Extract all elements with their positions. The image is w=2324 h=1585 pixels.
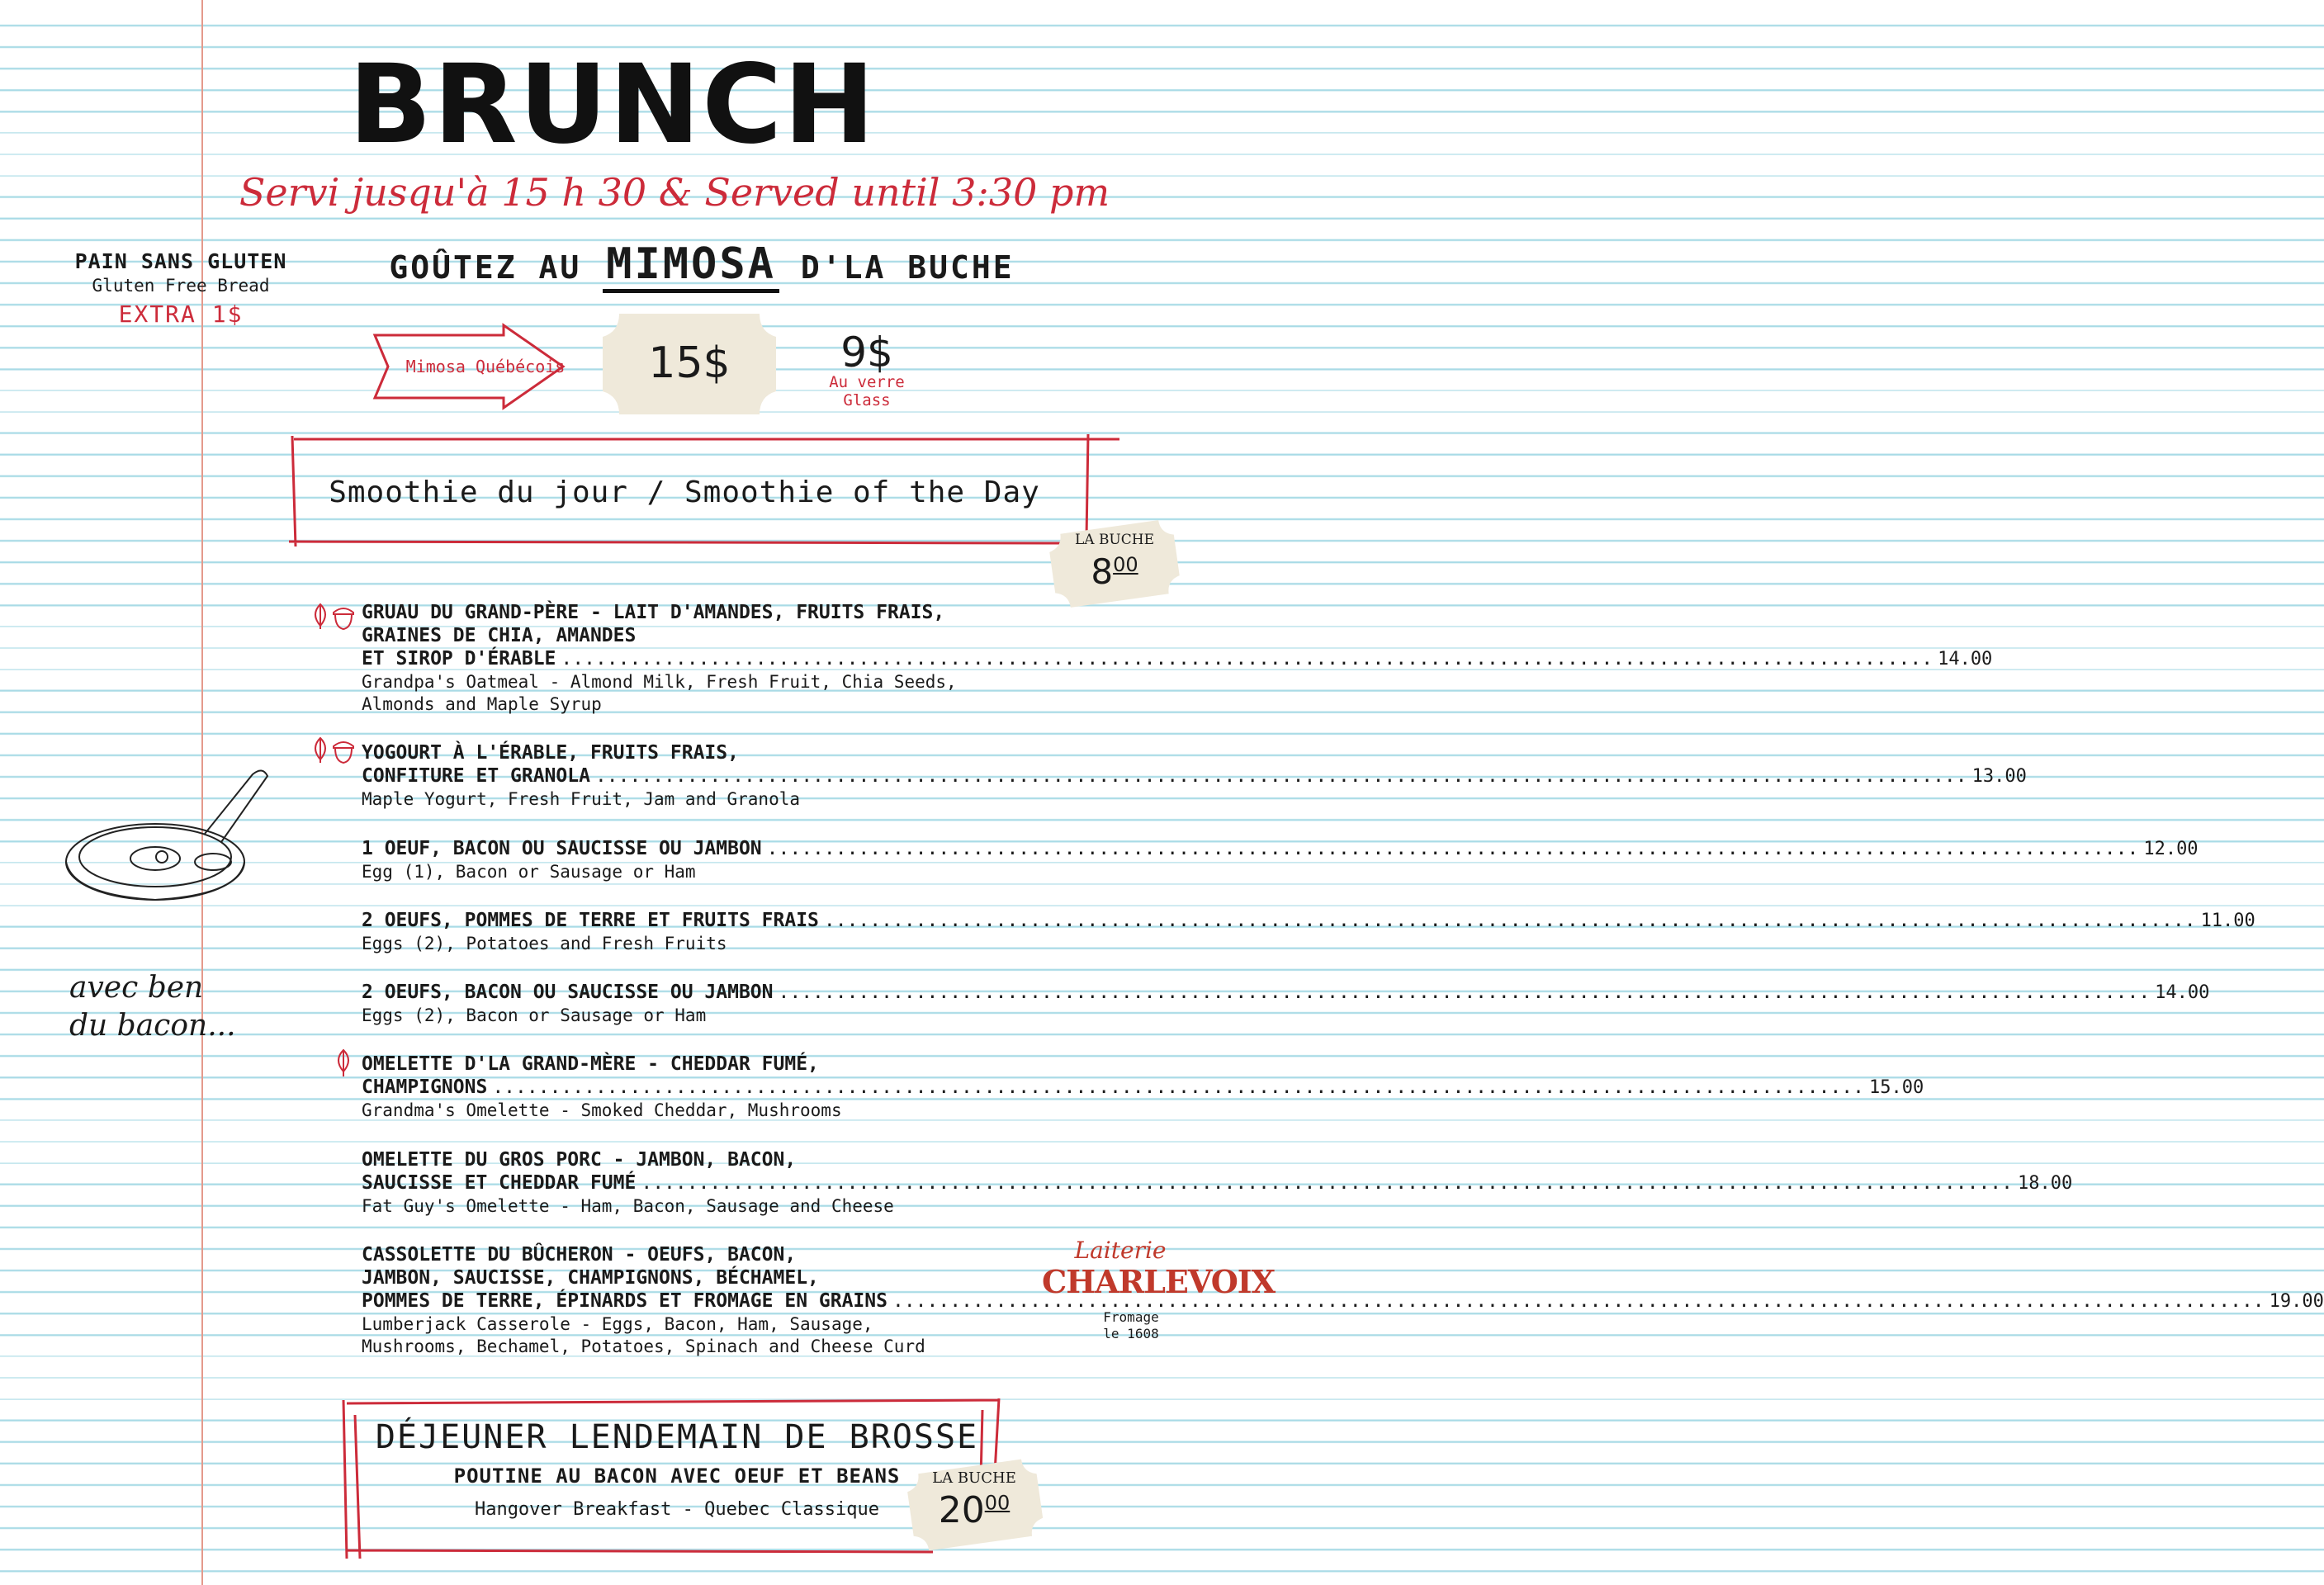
item-name-last-line <box>362 764 2027 788</box>
frying-pan-sketch <box>56 763 271 903</box>
item-name-last-line <box>362 981 2210 1005</box>
mimosa-suffix: D'LA BUCHE <box>800 249 1015 286</box>
hangover-subtitle: POUTINE AU BACON AVEC OEUF ET BEANS <box>453 1464 901 1488</box>
item-price: 14.00 <box>1938 649 1993 669</box>
item-name-last-line <box>362 909 2255 933</box>
dot-leader <box>641 1171 2013 1195</box>
glass-label-fr: Au verre <box>829 373 905 391</box>
item-name: 2 OEUFS, BACON OU SAUCISSE OU JAMBON <box>362 982 774 1003</box>
logo-caption-line: le 1608 <box>1103 1326 1159 1341</box>
menu-item <box>362 1053 1924 1122</box>
dot-leader <box>492 1076 1864 1099</box>
leaf-acorn-icons <box>309 735 362 764</box>
smoothie-tag-label: LA BUCHE <box>1074 532 1155 548</box>
item-name: CHAMPIGNONS <box>362 1076 488 1098</box>
item-price: 14.00 <box>2155 982 2210 1003</box>
item-price: 18.00 <box>2018 1173 2073 1194</box>
leaf-icon <box>332 1047 357 1080</box>
mimosa-bottle-price: 15$ <box>648 338 731 388</box>
item-name: 2 OEUFS, POMMES DE TERRE ET FRUITS FRAIS <box>362 910 819 931</box>
item-name: CONFITURE ET GRANOLA <box>362 765 590 787</box>
logo-caption <box>1073 1309 1189 1342</box>
smoothie-label: Smoothie du jour / Smoothie of the Day <box>329 476 1040 509</box>
item-price: 12.00 <box>2143 839 2199 859</box>
sidenote-line: avec ben <box>69 971 204 1005</box>
leaf-icon <box>315 738 325 763</box>
dot-leader <box>561 647 1933 670</box>
item-name: SAUCISSE ET CHEDDAR FUMÉ <box>362 1172 637 1194</box>
sidenote-text <box>69 969 236 1045</box>
item-price: 15.00 <box>1869 1077 1924 1098</box>
hangover-price-cents: 00 <box>984 1491 1011 1515</box>
item-name: 1 OEUF, BACON OU SAUCISSE OU JAMBON <box>362 838 762 859</box>
item-name-line: GRUAU DU GRAND-PÈRE - LAIT D'AMANDES, FRUITS FRAIS, <box>362 602 945 623</box>
item-description: Lumberjack Casserole - Eggs, Bacon, Ham, Sausage, <box>362 1314 873 1334</box>
item-description: Eggs (2), Potatoes and Fresh Fruits <box>362 934 727 953</box>
item-description: Almonds and Maple Syrup <box>362 694 602 714</box>
item-name: POMMES DE TERRE, ÉPINARDS ET FROMAGE EN GRAINS <box>362 1290 887 1312</box>
item-description: Maple Yogurt, Fresh Fruit, Jam and Granola <box>362 789 801 809</box>
item-description: Egg (1), Bacon or Sausage or Ham <box>362 862 696 882</box>
dot-leader <box>767 837 2139 860</box>
item-price: 11.00 <box>2200 911 2255 931</box>
hangover-tag-label: LA BUCHE <box>932 1469 1016 1487</box>
dot-leader <box>824 909 2196 932</box>
leaf-acorn-icons <box>309 601 362 631</box>
logo-script: Laiterie <box>1074 1237 1167 1264</box>
menu-item <box>362 909 2255 955</box>
glass-label-en: Glass <box>843 391 891 409</box>
smoothie-price-cents: 00 <box>1113 553 1138 576</box>
mimosa-glass-price: 9$ <box>840 329 893 376</box>
item-description: Grandma's Omelette - Smoked Cheddar, Mushrooms <box>362 1100 842 1120</box>
item-name-line: GRAINES DE CHIA, AMANDES <box>362 625 637 646</box>
sidenote-line: du bacon... <box>69 1009 236 1043</box>
item-price: 19.00 <box>2269 1291 2324 1312</box>
mimosa-prefix: GOÛTEZ AU <box>389 249 582 286</box>
menu-item <box>362 837 2199 883</box>
logo-caption-line: Fromage <box>1103 1309 1159 1325</box>
dot-leader <box>779 981 2151 1004</box>
item-name-last-line <box>362 837 2199 861</box>
item-description: Mushrooms, Bechamel, Potatoes, Spinach and Cheese Curd <box>362 1337 925 1356</box>
mimosa-word: MIMOSA <box>603 239 779 293</box>
menu-item <box>362 981 2210 1027</box>
acorn-icon <box>334 742 353 763</box>
acorn-icon <box>334 608 353 629</box>
item-description: Grandpa's Oatmeal - Almond Milk, Fresh Fruit, Chia Seeds, <box>362 672 957 692</box>
hangover-title: DÉJEUNER LENDEMAIN DE BROSSE <box>375 1418 979 1456</box>
page-title: BRUNCH <box>348 41 877 168</box>
item-name-line: YOGOURT À L'ÉRABLE, FRUITS FRAIS, <box>362 742 739 764</box>
dot-leader <box>595 764 1967 788</box>
logo-brand: CHARLEVOIX <box>1042 1263 1276 1300</box>
smoothie-price-main: 8 <box>1091 551 1114 592</box>
item-name-line: OMELETTE DU GROS PORC - JAMBON, BACON, <box>362 1149 797 1171</box>
item-name-line: OMELETTE D'LA GRAND-MÈRE - CHEDDAR FUMÉ, <box>362 1053 819 1075</box>
hangover-english: Hangover Breakfast - Quebec Classique <box>474 1499 880 1520</box>
mimosa-heading <box>314 239 1090 289</box>
mimosa-arrow-label: Mimosa Québécois <box>405 357 566 376</box>
serving-hours: Servi jusqu'à 15 h 30 & Served until 3:30 pm <box>239 170 1110 215</box>
gluten-free-title: PAIN SANS GLUTEN <box>74 249 287 273</box>
leaf-icon <box>315 604 325 629</box>
menu-item <box>362 741 2027 811</box>
item-name: ET SIROP D'ÉRABLE <box>362 648 556 669</box>
item-description: Fat Guy's Omelette - Ham, Bacon, Sausage and Cheese <box>362 1196 894 1216</box>
gluten-free-extra: EXTRA 1$ <box>118 300 244 328</box>
item-name-line: CASSOLETTE DU BÛCHERON - OEUFS, BACON, <box>362 1244 797 1266</box>
item-name-last-line <box>362 1171 2073 1195</box>
item-name-last-line <box>362 1076 1924 1100</box>
menu-item <box>362 1148 2073 1218</box>
item-description: Eggs (2), Bacon or Sausage or Ham <box>362 1005 707 1025</box>
item-name-last-line <box>362 1289 2324 1313</box>
item-name-last-line <box>362 647 1993 671</box>
item-name-line: JAMBON, SAUCISSE, CHAMPIGNONS, BÉCHAMEL, <box>362 1267 819 1289</box>
gluten-free-subtitle: Gluten Free Bread <box>92 276 270 296</box>
hangover-price <box>925 1489 1024 1531</box>
smoothie-price <box>1073 551 1156 592</box>
item-price: 13.00 <box>1971 766 2027 787</box>
menu-item <box>362 601 1993 716</box>
hangover-price-main: 20 <box>938 1489 985 1531</box>
